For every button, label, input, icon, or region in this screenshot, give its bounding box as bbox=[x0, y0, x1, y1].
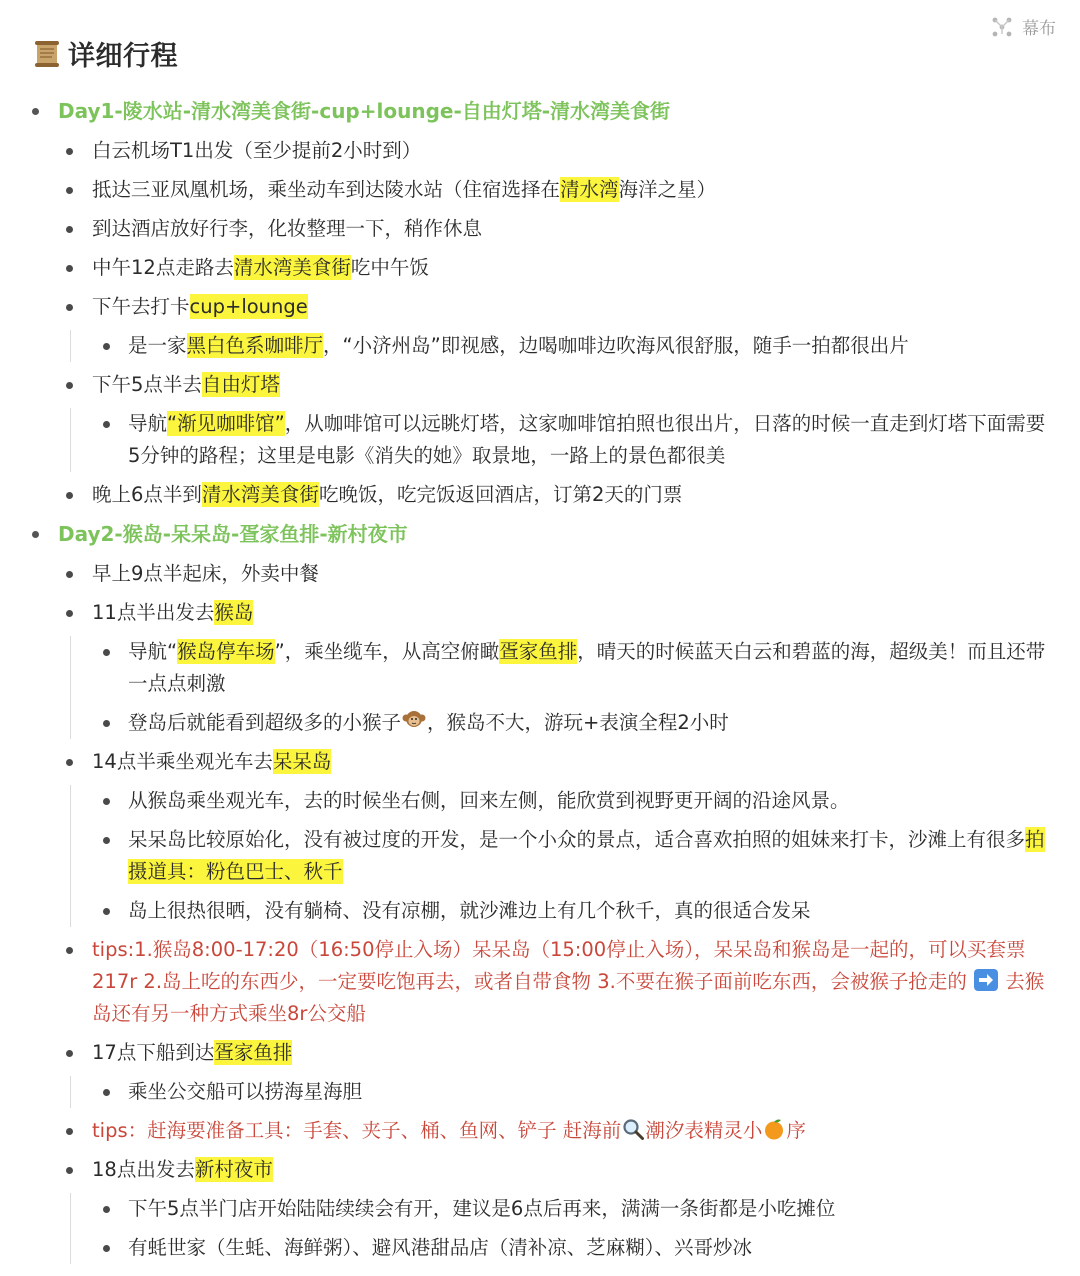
highlight: 猴岛停车场 bbox=[177, 640, 275, 663]
day2-node[interactable] bbox=[0, 518, 1080, 551]
item-text: 中午12点走路去 bbox=[92, 256, 234, 279]
bullet[interactable] bbox=[66, 759, 73, 766]
list-item bbox=[0, 785, 1080, 817]
bullet[interactable] bbox=[103, 1245, 110, 1252]
item-text: 下午5点半去 bbox=[92, 373, 202, 396]
bullet[interactable] bbox=[66, 1050, 73, 1057]
highlight: “渐见咖啡馆” bbox=[167, 412, 285, 435]
list-item bbox=[0, 707, 1080, 739]
bullet[interactable] bbox=[66, 1128, 73, 1135]
highlight: 黑白色系咖啡厅 bbox=[186, 334, 324, 357]
highlight: cup+lounge bbox=[189, 295, 308, 318]
item-text: ，晴天的时候蓝天白云和碧蓝的海，超级美！而且还带一点点刺激 bbox=[128, 640, 1046, 695]
list-item bbox=[0, 291, 1080, 323]
nested-group bbox=[0, 1193, 1080, 1264]
tip-item bbox=[0, 1115, 1080, 1147]
item-text: 下午5点半门店开始陆陆续续会有开，建议是6点后再来，满满一条街都是小吃摊位 bbox=[128, 1197, 836, 1220]
list-item bbox=[0, 1076, 1080, 1108]
item-text: 乘坐公交船可以捞海星海胆 bbox=[128, 1080, 363, 1103]
list-item bbox=[0, 213, 1080, 245]
tip-text: 去猴岛还有另一种方式乘坐8r公交船 bbox=[92, 970, 1045, 1025]
nested-group bbox=[0, 785, 1080, 927]
bullet[interactable] bbox=[32, 108, 39, 115]
list-item bbox=[0, 479, 1080, 511]
mubu-watermark bbox=[990, 14, 1056, 39]
scroll-icon bbox=[32, 39, 62, 69]
highlight: 猴岛 bbox=[214, 601, 254, 624]
item-text: 有蚝世家（生蚝、海鲜粥）、避风港甜品店（清补凉、芝麻糊）、兴哥炒冰 bbox=[128, 1236, 753, 1259]
item-text: 岛上很热很晒，没有躺椅、没有凉棚，就沙滩边上有几个秋千，真的很适合发呆 bbox=[128, 899, 811, 922]
bullet[interactable] bbox=[66, 226, 73, 233]
list-item bbox=[0, 746, 1080, 778]
title-row bbox=[32, 34, 178, 73]
mubu-logo-icon bbox=[990, 15, 1014, 39]
item-text: 海洋之星） bbox=[618, 178, 717, 201]
day2-heading: Day2-猴岛-呆呆岛-疍家鱼排-新村夜市 bbox=[58, 522, 408, 546]
highlight: 疍家鱼排 bbox=[499, 640, 578, 663]
bullet[interactable] bbox=[103, 908, 110, 915]
bullet[interactable] bbox=[66, 492, 73, 499]
item-text: 是一家 bbox=[128, 334, 187, 357]
item-text: 18点出发去 bbox=[92, 1158, 195, 1181]
bullet[interactable] bbox=[103, 343, 110, 350]
list-item bbox=[0, 558, 1080, 590]
list-item bbox=[0, 369, 1080, 401]
tangerine-icon bbox=[762, 1117, 786, 1141]
page-title: 详细行程 bbox=[68, 41, 178, 72]
item-text: 晚上6点半到 bbox=[92, 483, 202, 506]
day1-node[interactable] bbox=[0, 95, 1080, 128]
list-item bbox=[0, 408, 1080, 472]
highlight: 疍家鱼排 bbox=[214, 1041, 293, 1064]
bullet[interactable] bbox=[66, 148, 73, 155]
list-item bbox=[0, 1037, 1080, 1069]
monkey-icon bbox=[401, 707, 427, 733]
tip-text: tips:1.猴岛8:00-17:20（16:50停止入场）呆呆岛（15:00停止入场），呆呆岛和猴岛是一起的，可以买套票217r 2.岛上吃的东西少，一定要吃饱再去，或者自带食物 3.不要在猴子面前吃东西，会被猴子抢走的 bbox=[92, 938, 1026, 993]
highlight: 清水湾美食街 bbox=[201, 483, 319, 506]
list-item bbox=[0, 636, 1080, 700]
nested-group bbox=[0, 636, 1080, 739]
list-item bbox=[0, 1232, 1080, 1264]
list-item bbox=[0, 824, 1080, 888]
item-text: 14点半乘坐观光车去 bbox=[92, 750, 273, 773]
item-text: 吃中午饭 bbox=[350, 256, 429, 279]
tip-text: 潮汐表精灵小 bbox=[645, 1119, 763, 1142]
item-text: 登岛后就能看到超级多的小猴子 bbox=[128, 711, 402, 734]
list-item bbox=[0, 330, 1080, 362]
item-text: 白云机场T1出发（至少提前2小时到） bbox=[92, 139, 422, 162]
tip-text: tips：赶海要准备工具：手套、夹子、桶、鱼网、铲子 赶海前 bbox=[92, 1119, 622, 1142]
item-text: 17点下船到达 bbox=[92, 1041, 215, 1064]
list-item bbox=[0, 135, 1080, 167]
highlight: 自由灯塔 bbox=[201, 373, 280, 396]
bullet[interactable] bbox=[66, 304, 73, 311]
itinerary-outline bbox=[0, 92, 1080, 1271]
highlight: 清水湾 bbox=[560, 178, 619, 201]
bullet[interactable] bbox=[103, 798, 110, 805]
bullet[interactable] bbox=[32, 531, 39, 538]
bullet[interactable] bbox=[103, 837, 110, 844]
item-text: 导航 bbox=[128, 412, 168, 435]
bullet[interactable] bbox=[66, 265, 73, 272]
magnifier-icon bbox=[621, 1117, 645, 1141]
nested-group bbox=[0, 408, 1080, 472]
item-text: 到达酒店放好行李，化妆整理一下，稍作休息 bbox=[92, 217, 483, 240]
bullet[interactable] bbox=[66, 1167, 73, 1174]
bullet[interactable] bbox=[103, 421, 110, 428]
list-item bbox=[0, 895, 1080, 927]
nested-group bbox=[0, 1076, 1080, 1108]
item-text: ，猴岛不大，游玩+表演全程2小时 bbox=[427, 711, 729, 734]
list-item bbox=[0, 1193, 1080, 1225]
highlight: 呆呆岛 bbox=[272, 750, 332, 773]
item-text: 11点半出发去 bbox=[92, 601, 215, 624]
highlight: 清水湾美食街 bbox=[233, 256, 351, 279]
item-text: ”，乘坐缆车，从高空俯瞰 bbox=[274, 640, 500, 663]
list-item bbox=[0, 1154, 1080, 1186]
bullet[interactable] bbox=[66, 947, 73, 954]
bullet[interactable] bbox=[103, 649, 110, 656]
arrow-right-icon bbox=[973, 968, 999, 992]
list-item bbox=[0, 597, 1080, 629]
highlight: 拍摄道具：粉色巴士、秋千 bbox=[128, 828, 1045, 883]
item-text: 导航“ bbox=[128, 640, 178, 663]
bullet[interactable] bbox=[66, 571, 73, 578]
bullet[interactable] bbox=[103, 1089, 110, 1096]
list-item bbox=[0, 252, 1080, 284]
list-item bbox=[0, 174, 1080, 206]
bullet[interactable] bbox=[103, 720, 110, 727]
bullet[interactable] bbox=[66, 382, 73, 389]
bullet[interactable] bbox=[66, 187, 73, 194]
item-text: ，从咖啡馆可以远眺灯塔，这家咖啡馆拍照也很出片，日落的时候一直走到灯塔下面需要5分钟的路程；这里是电影《消失的她》取景地，一路上的景色都很美 bbox=[128, 412, 1046, 467]
bullet[interactable] bbox=[66, 610, 73, 617]
item-text: 抵达三亚凤凰机场，乘坐动车到达陵水站（住宿选择在 bbox=[92, 178, 561, 201]
tip-text: 序 bbox=[786, 1119, 806, 1142]
item-text: 吃晚饭，吃完饭返回酒店，订第2天的门票 bbox=[318, 483, 683, 506]
item-text: 下午去打卡 bbox=[92, 295, 190, 318]
highlight: 新村夜市 bbox=[194, 1158, 273, 1181]
day1-heading: Day1-陵水站-清水湾美食街-cup+lounge-自由灯塔-清水湾美食街 bbox=[58, 99, 671, 123]
nested-group bbox=[0, 330, 1080, 362]
item-text: 早上9点半起床，外卖中餐 bbox=[92, 562, 319, 585]
tip-item bbox=[0, 934, 1080, 1030]
item-text: 呆呆岛比较原始化，没有被过度的开发，是一个小众的景点，适合喜欢拍照的姐妹来打卡，沙滩上有很多 bbox=[128, 828, 1026, 851]
item-text: 从猴岛乘坐观光车，去的时候坐右侧，回来左侧，能欣赏到视野更开阔的沿途风景。 bbox=[128, 789, 850, 812]
bullet[interactable] bbox=[103, 1206, 110, 1213]
watermark-label: 幕布 bbox=[1022, 19, 1056, 39]
item-text: ，“小济州岛”即视感，边喝咖啡边吹海风很舒服，随手一拍都很出片 bbox=[323, 334, 909, 357]
